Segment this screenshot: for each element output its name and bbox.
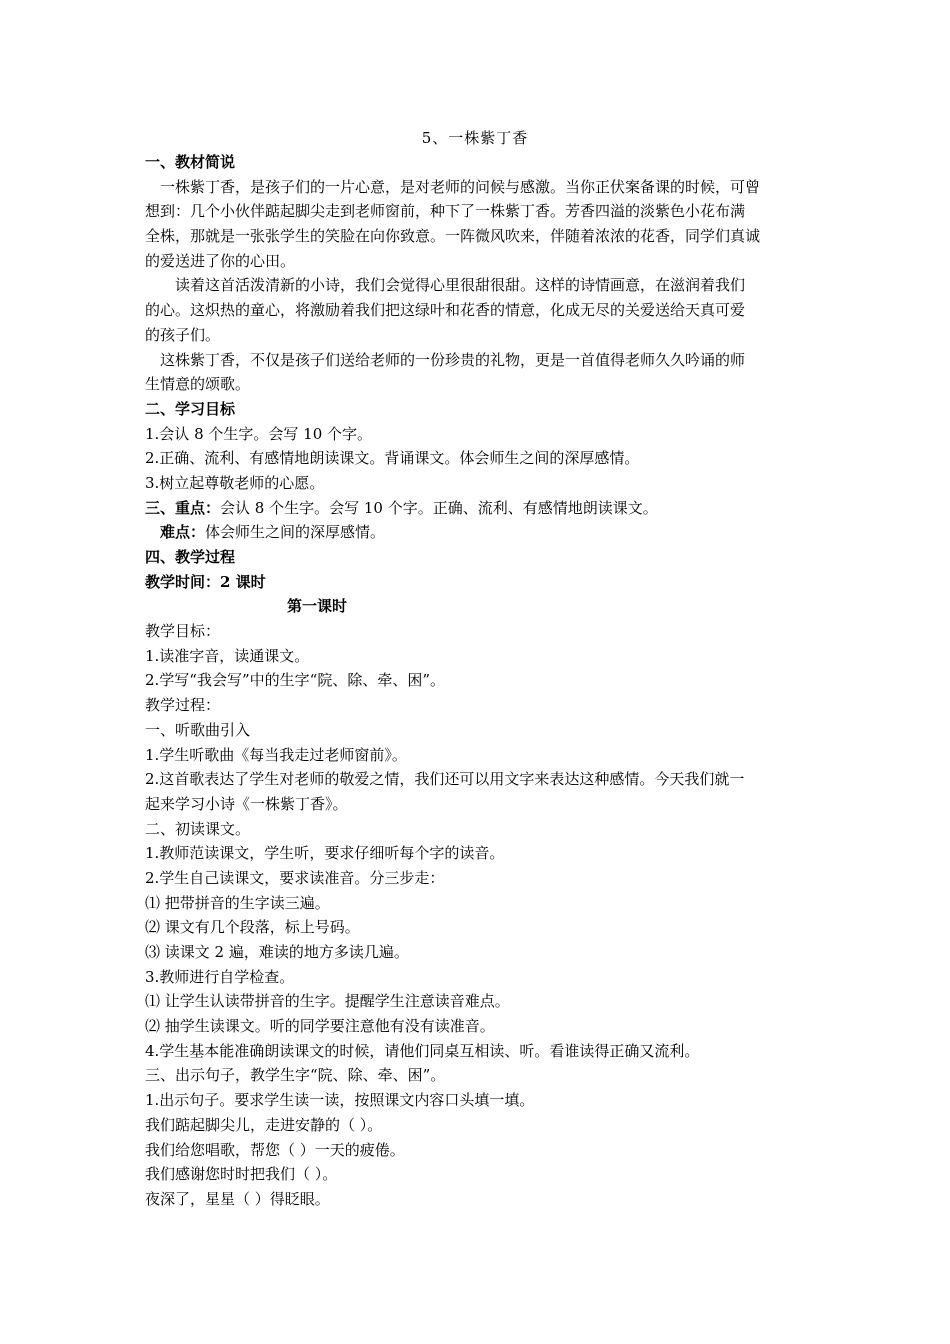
list-item: 2.这首歌表达了学生对老师的敬爱之情，我们还可以用文字来表达这种感情。今天我们就一 [145, 770, 745, 789]
key-points-line [145, 496, 805, 521]
paragraph-line: 生情意的颂歌。 [145, 375, 251, 394]
paragraph-line: 读着这首活泼清新的小诗，我们会觉得心里很甜很甜。这样的诗情画意，在滋润着我们 [175, 276, 746, 295]
list-item: 起来学习小诗《一株紫丁香》。 [145, 794, 348, 813]
sub-list-item: ⑵ 课文有几个段落，标上号码。 [145, 918, 360, 937]
section-heading: 一、教材简说 [145, 153, 236, 171]
difficulty-text: 体会师生之间的深厚感情。 [205, 523, 386, 542]
step-heading: 二、初读课文。 [145, 819, 251, 838]
difficulty-line [145, 520, 805, 545]
fill-in-sentence: 我们感谢您时时把我们（ ）。 [145, 1165, 338, 1184]
section-heading: 四、教学过程 [145, 548, 236, 566]
paragraph-line: 想到：几个小伙伴踮起脚尖走到老师窗前，种下了一株紫丁香。芳香四溢的淡紫色小花布满 [145, 202, 746, 221]
list-item: 1.学生听歌曲《每当我走过老师窗前》。 [145, 745, 407, 764]
step-heading: 一、听歌曲引入 [145, 720, 251, 739]
document-body [145, 150, 805, 1212]
key-points-text: 会认 8 个生字。会写 10 个字。正确、流利、有感情地朗读课文。 [220, 498, 658, 517]
paragraph-line: 的心。这炽热的童心，将激励着我们把这绿叶和花香的情意，化成无尽的关爱送给天真可爱 [145, 301, 746, 320]
fill-in-sentence: 夜深了，星星（ ）得眨眼。 [145, 1189, 330, 1208]
list-item: 3.教师进行自学检查。 [145, 967, 295, 986]
fill-in-sentence: 我们踮起脚尖儿，走进安静的（ ）。 [145, 1115, 383, 1134]
list-item: 1.会认 8 个生字。会写 10 个字。 [145, 424, 373, 443]
list-item: 1.读准字音，读通课文。 [145, 646, 310, 665]
lesson-heading: 第一课时 [287, 597, 348, 616]
key-points-label: 三、重点： [145, 498, 221, 517]
document-title: 5、一株紫丁香 [421, 129, 529, 147]
subheading: 教学过程： [145, 696, 221, 715]
difficulty-label: 难点： [160, 523, 206, 542]
sub-list-item: ⑴ 把带拼音的生字读三遍。 [145, 893, 330, 912]
section-heading: 二、学习目标 [145, 399, 236, 418]
list-item: 1.出示句子。要求学生读一读，按照课文内容口头填一填。 [145, 1091, 535, 1110]
paragraph-line: 这株紫丁香，不仅是孩子们送给老师的一份珍贵的礼物，更是一首值得老师久久吟诵的师 [160, 350, 746, 369]
list-item: 2.正确、流利、有感情地朗读课文。背诵课文。体会师生之间的深厚感情。 [145, 449, 640, 468]
sub-list-item: ⑶ 读课文 2 遍，难读的地方多读几遍。 [145, 943, 409, 961]
list-item: 3.树立起尊敬老师的心愿。 [145, 473, 325, 492]
list-item: 2.学生自己读课文，要求读准音。分三步走： [145, 868, 445, 887]
paragraph-line: 全株，那就是一张张学生的笑脸在向你致意。一阵微风吹来，伴随着浓浓的花香，同学们真诚 [145, 227, 761, 246]
list-item: 4.学生基本能准确朗读课文的时候，请他们同桌互相读、听。看谁读得正确又流利。 [145, 1041, 700, 1060]
list-item: 1.教师范读课文，学生听，要求仔细听每个字的读音。 [145, 844, 505, 863]
subheading: 教学目标： [145, 622, 221, 641]
sub-list-item: ⑴ 让学生认读带拼音的生字。提醒学生注意读音难点。 [145, 992, 510, 1011]
paragraph-line: 一株紫丁香，是孩子们的一片心意，是对老师的问候与感激。当你正伏案备课的时候，可曾 [160, 177, 761, 196]
paragraph-line: 的爱送进了你的心田。 [145, 251, 296, 270]
fill-in-sentence: 我们给您唱歌，帮您（ ）一天的疲倦。 [145, 1140, 405, 1159]
sub-list-item: ⑵ 抽学生读课文。听的同学要注意他有没有读准音。 [145, 1017, 495, 1036]
teaching-time: 教学时间：2 课时 [145, 572, 266, 591]
list-item: 2.学写“我会写”中的生字“院、除、牵、困”。 [145, 671, 445, 690]
paragraph-line: 的孩子们。 [145, 325, 221, 344]
step-heading: 三、出示句子，教学生字“院、除、牵、困”。 [145, 1066, 446, 1085]
